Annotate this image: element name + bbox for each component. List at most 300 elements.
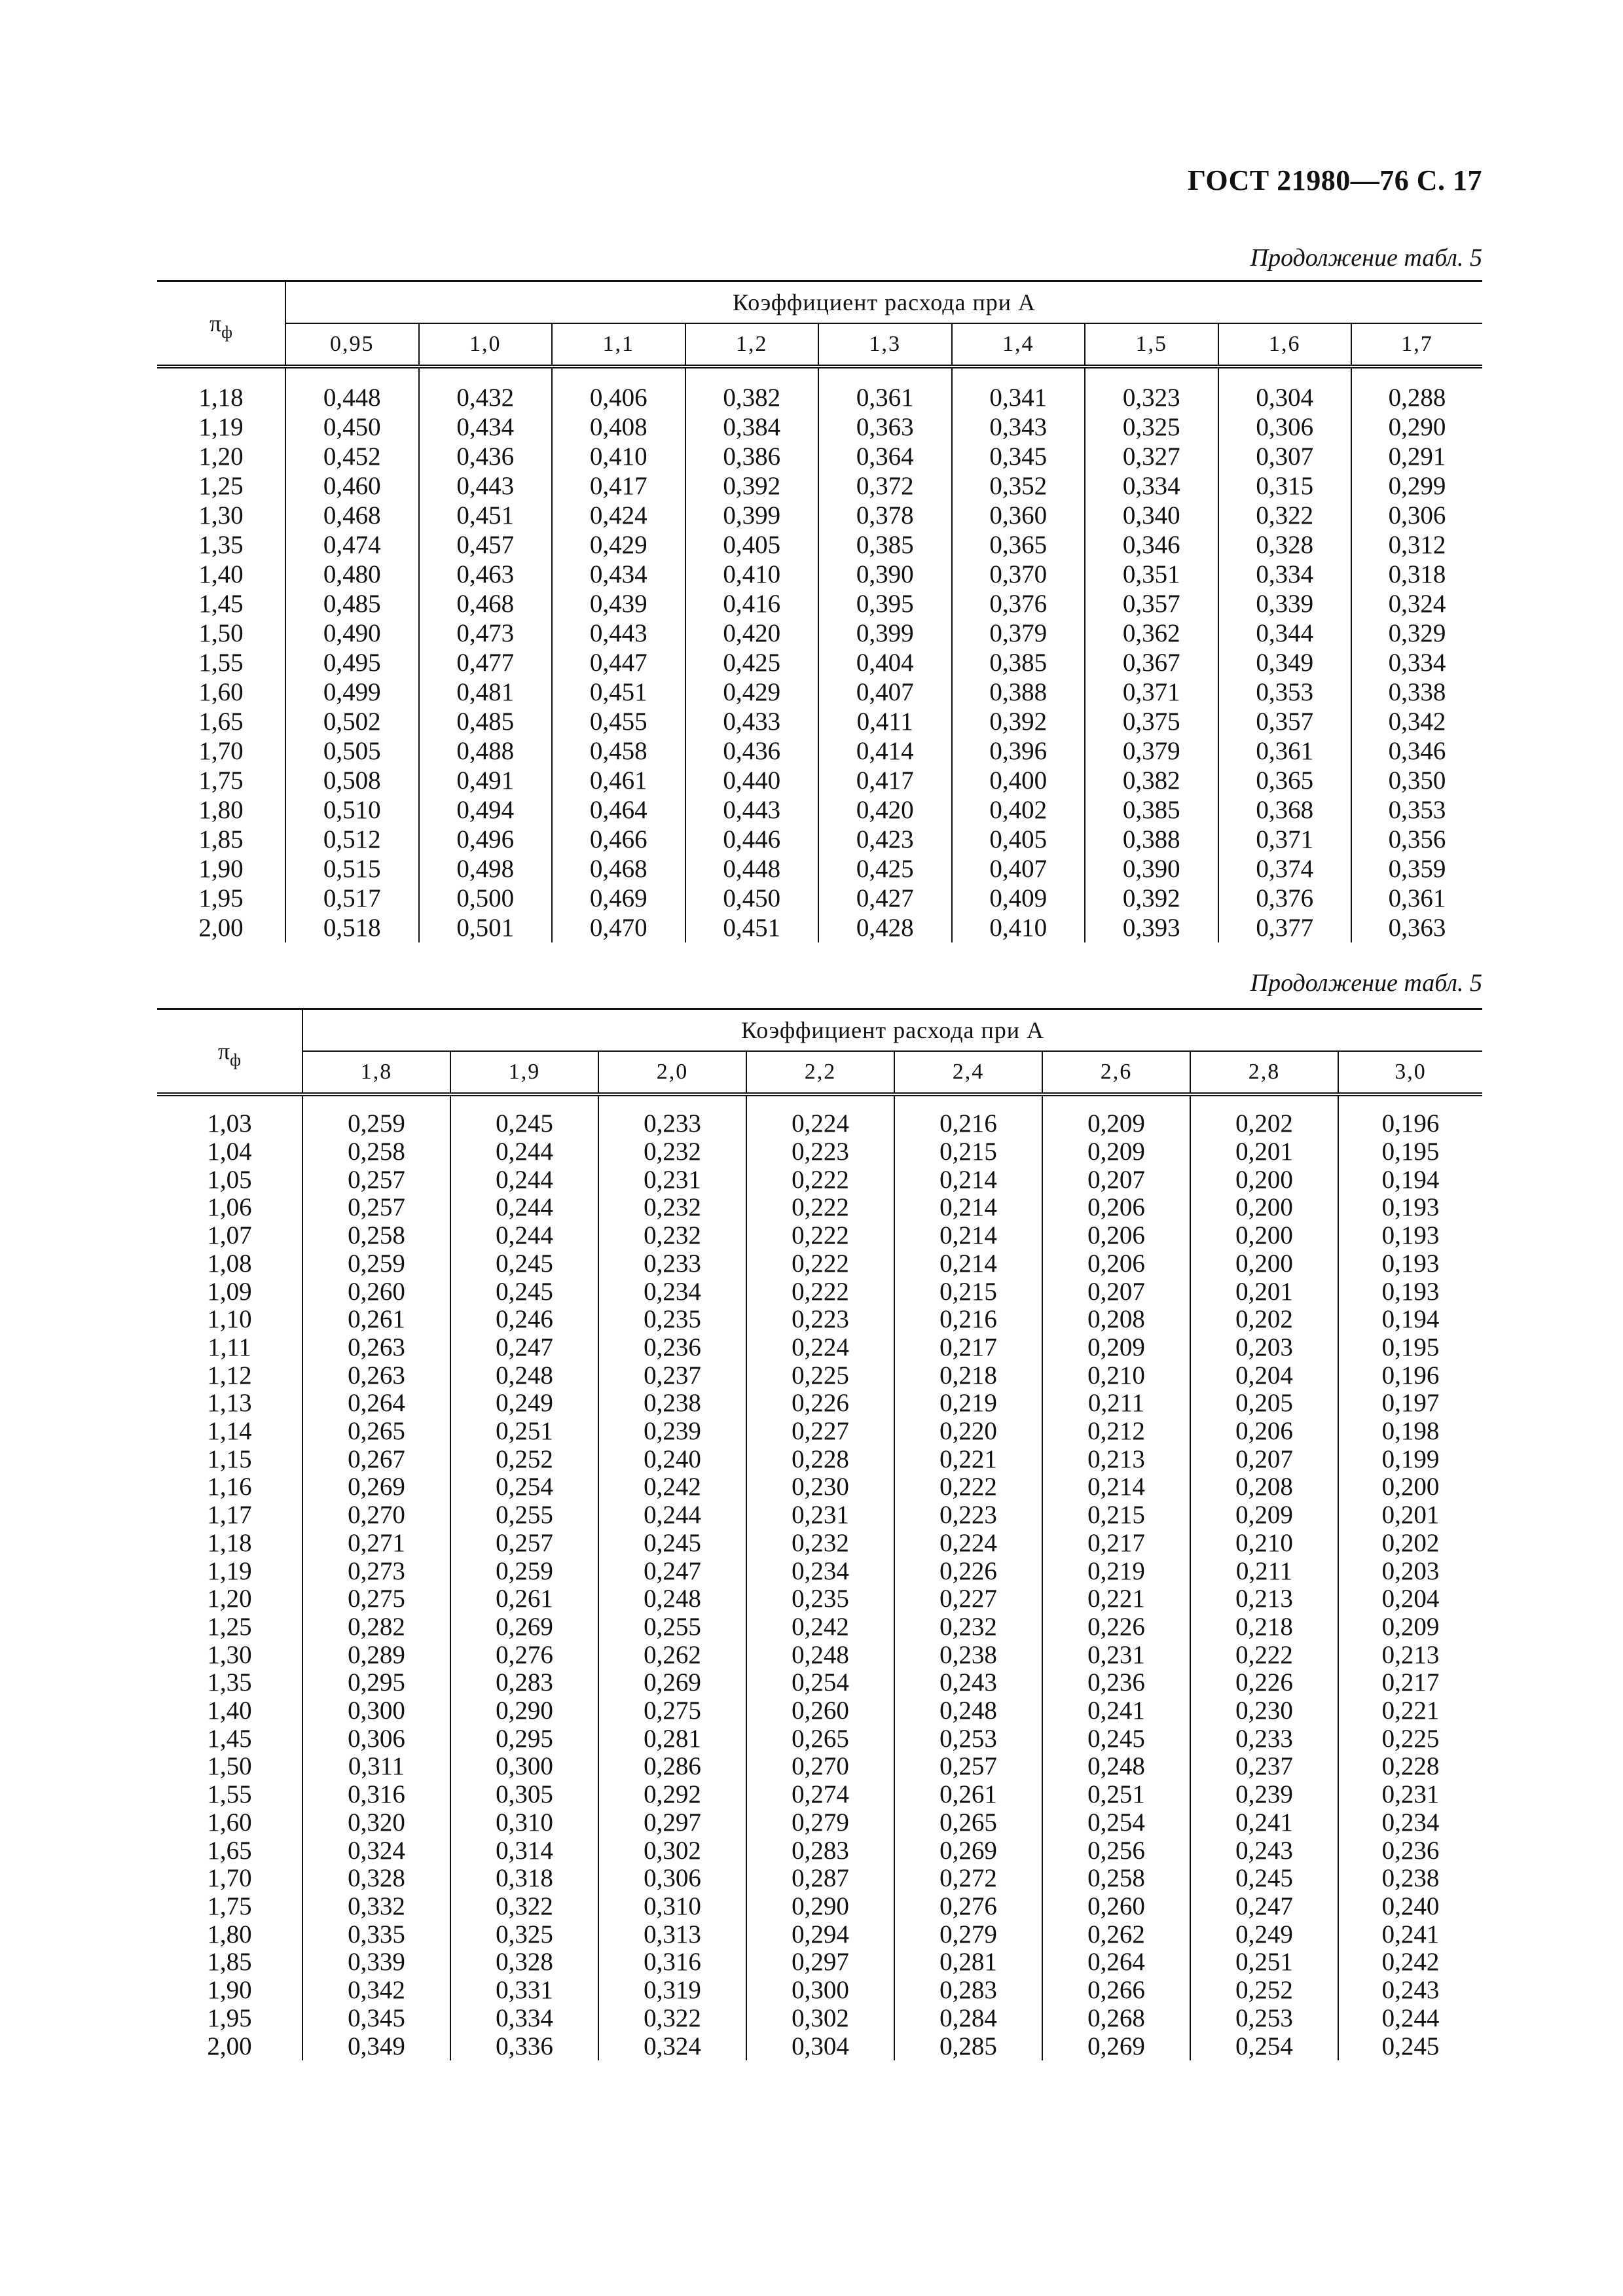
coefficient-value: 0,241 — [1190, 1809, 1338, 1837]
coefficient-value: 0,223 — [894, 1501, 1042, 1530]
pi-f-value: 1,60 — [157, 677, 285, 707]
coefficient-value: 0,218 — [894, 1362, 1042, 1390]
coefficient-value: 0,316 — [598, 1948, 746, 1977]
coefficient-value: 0,269 — [450, 1613, 598, 1641]
coefficient-value: 0,295 — [450, 1725, 598, 1753]
coefficient-value: 0,325 — [1085, 412, 1218, 442]
coefficient-value: 0,214 — [894, 1250, 1042, 1278]
coefficient-value: 0,363 — [818, 412, 952, 442]
coefficient-value: 0,231 — [1338, 1781, 1482, 1809]
coefficient-value: 0,236 — [598, 1334, 746, 1362]
coefficient-value: 0,273 — [348, 1556, 405, 1585]
coefficient-value: 0,434 — [419, 412, 553, 442]
coefficient-value: 0,292 — [598, 1781, 746, 1809]
table-row — [157, 1977, 1482, 2005]
coefficient-value: 0,433 — [685, 707, 819, 736]
coefficient-value: 0,312 — [1351, 530, 1482, 560]
coefficient-value: 0,318 — [1351, 560, 1482, 589]
coefficient-value: 0,364 — [818, 442, 952, 471]
coefficient-value: 0,322 — [598, 2005, 746, 2033]
table-row — [157, 1473, 1482, 1501]
coefficient-value: 0,246 — [450, 1306, 598, 1334]
coefficient-value: 0,402 — [952, 795, 1085, 825]
coefficient-value: 0,252 — [450, 1446, 598, 1474]
coefficient-value: 0,279 — [894, 1921, 1042, 1949]
coefficient-value: 0,231 — [598, 1166, 746, 1194]
coefficient-value: 0,207 — [1190, 1446, 1338, 1474]
coefficient-value: 0,225 — [1338, 1725, 1482, 1753]
coefficient-value: 0,245 — [450, 1278, 598, 1306]
coefficient-value: 0,283 — [746, 1837, 894, 1865]
coefficient-value: 0,339 — [1218, 589, 1352, 619]
table-row — [157, 1809, 1482, 1837]
coefficient-value: 0,226 — [894, 1558, 1042, 1586]
table-row — [157, 1530, 1482, 1558]
coefficient-value: 0,254 — [746, 1669, 894, 1697]
table-row — [157, 677, 1482, 707]
coefficient-value: 0,324 — [598, 2033, 746, 2061]
coefficient-value: 0,231 — [746, 1501, 894, 1530]
coefficient-value: 0,204 — [1190, 1362, 1338, 1390]
table-row — [157, 1697, 1482, 1725]
coefficient-value: 0,242 — [598, 1473, 746, 1501]
coefficient-value: 0,349 — [1218, 648, 1352, 677]
coefficient-value: 0,260 — [348, 1277, 405, 1306]
coefficient-value: 0,241 — [1042, 1697, 1190, 1725]
coefficient-value: 0,224 — [746, 1094, 894, 1138]
coefficient-value: 0,417 — [552, 471, 685, 501]
coefficient-value: 0,263 — [348, 1333, 405, 1361]
coefficient-value: 0,249 — [450, 1390, 598, 1418]
coefficient-value: 0,390 — [818, 560, 952, 589]
coefficient-value: 0,359 — [1351, 854, 1482, 884]
pi-f-value: 1,55 — [157, 1781, 302, 1809]
coefficient-value: 0,302 — [598, 1837, 746, 1865]
pi-f-value: 1,45 — [157, 1725, 302, 1753]
pi-f-value: 1,19 — [157, 1558, 302, 1586]
coefficient-value: 0,346 — [1085, 530, 1218, 560]
coefficient-value: 0,215 — [894, 1138, 1042, 1166]
coefficient-value: 0,353 — [1351, 795, 1482, 825]
coefficient-value: 0,360 — [952, 501, 1085, 530]
column-header: 1,3 — [818, 323, 952, 367]
pi-subscript: ф — [230, 1050, 242, 1069]
column-header: 2,2 — [746, 1051, 894, 1094]
coefficient-value: 0,283 — [450, 1669, 598, 1697]
coefficient-value: 0,451 — [685, 913, 819, 942]
coefficient-value: 0,322 — [1218, 501, 1352, 530]
coefficient-value: 0,316 — [348, 1780, 405, 1809]
coefficient-value: 0,388 — [1085, 825, 1218, 854]
coefficient-value: 0,238 — [894, 1641, 1042, 1670]
coefficient-value: 0,502 — [323, 708, 381, 736]
table-body — [157, 1094, 1482, 2060]
coefficient-value: 0,376 — [1218, 884, 1352, 913]
pi-f-value: 1,90 — [157, 854, 285, 884]
table-row — [157, 1418, 1482, 1446]
coefficient-value: 0,365 — [1218, 766, 1352, 795]
coefficient-value: 0,203 — [1190, 1334, 1338, 1362]
coefficient-value: 0,202 — [1190, 1094, 1338, 1138]
coefficient-value: 0,466 — [552, 825, 685, 854]
table-row — [157, 795, 1482, 825]
pi-f-value: 1,05 — [157, 1166, 302, 1194]
coefficient-value: 0,263 — [348, 1361, 405, 1390]
coefficient-value: 0,258 — [1042, 1865, 1190, 1893]
coefficient-value: 0,214 — [894, 1166, 1042, 1194]
coefficient-value: 0,343 — [952, 412, 1085, 442]
coefficient-value: 0,195 — [1338, 1334, 1482, 1362]
coefficient-value: 0,382 — [1085, 766, 1218, 795]
coefficient-value: 0,232 — [894, 1613, 1042, 1641]
coefficient-value: 0,393 — [1085, 913, 1218, 942]
coefficient-value: 0,275 — [348, 1585, 405, 1613]
coefficient-value: 0,367 — [1085, 648, 1218, 677]
coefficient-value: 0,310 — [450, 1809, 598, 1837]
coefficient-value: 0,269 — [894, 1837, 1042, 1865]
pi-f-value: 1,30 — [157, 1641, 302, 1670]
coefficient-value: 0,248 — [894, 1697, 1042, 1725]
coefficient-value: 0,324 — [1351, 589, 1482, 619]
coefficient-value: 0,295 — [348, 1668, 405, 1697]
coefficient-value: 0,284 — [894, 2005, 1042, 2033]
coefficient-value: 0,209 — [1190, 1501, 1338, 1530]
coefficient-value: 0,342 — [348, 1976, 405, 2005]
coefficient-value: 0,276 — [450, 1641, 598, 1670]
coefficient-value: 0,245 — [450, 1094, 598, 1138]
coefficient-value: 0,392 — [1085, 884, 1218, 913]
table-row — [157, 1641, 1482, 1670]
pi-f-value: 1,65 — [157, 707, 285, 736]
coefficient-value: 0,240 — [1338, 1893, 1482, 1921]
coefficient-value: 0,408 — [552, 412, 685, 442]
coefficient-value: 0,209 — [1042, 1334, 1190, 1362]
coefficient-value: 0,377 — [1218, 913, 1352, 942]
table-row — [157, 367, 1482, 412]
coefficient-value: 0,404 — [818, 648, 952, 677]
coefficient-value: 0,257 — [348, 1165, 405, 1194]
coefficient-value: 0,221 — [1338, 1697, 1482, 1725]
column-header: 2,8 — [1190, 1051, 1338, 1094]
coefficient-value: 0,254 — [450, 1473, 598, 1501]
coefficient-value: 0,239 — [598, 1418, 746, 1446]
coefficient-value: 0,200 — [1190, 1222, 1338, 1250]
coefficient-value: 0,268 — [1042, 2005, 1190, 2033]
coefficient-value: 0,370 — [952, 560, 1085, 589]
coefficient-value: 0,265 — [348, 1417, 405, 1446]
coefficient-value: 0,239 — [1190, 1781, 1338, 1809]
coefficient-value: 0,230 — [746, 1473, 894, 1501]
coefficient-value: 0,416 — [685, 589, 819, 619]
coefficient-value: 0,351 — [1085, 560, 1218, 589]
coefficient-value: 0,216 — [894, 1094, 1042, 1138]
coefficient-value: 0,450 — [323, 413, 381, 441]
coefficient-value: 0,304 — [746, 2033, 894, 2061]
coefficient-table-1 — [157, 280, 1482, 942]
coefficient-value: 0,345 — [952, 442, 1085, 471]
coefficient-value: 0,270 — [348, 1501, 405, 1530]
table-row — [157, 1362, 1482, 1390]
coefficient-value: 0,270 — [746, 1753, 894, 1781]
column-header: 1,8 — [302, 1051, 450, 1094]
coefficient-value: 0,199 — [1338, 1446, 1482, 1474]
table-row — [157, 1222, 1482, 1250]
pi-f-value: 1,03 — [157, 1094, 302, 1138]
coefficient-value: 0,405 — [685, 530, 819, 560]
coefficient-value: 0,410 — [952, 913, 1085, 942]
coefficient-value: 0,244 — [598, 1501, 746, 1530]
coefficient-value: 0,271 — [348, 1528, 405, 1557]
coefficient-value: 0,425 — [685, 648, 819, 677]
coefficient-value: 0,407 — [952, 854, 1085, 884]
coefficient-value: 0,392 — [952, 707, 1085, 736]
table-row — [157, 2005, 1482, 2033]
group-title: Коэффициент расхода при A — [302, 1009, 1482, 1052]
pi-f-value: 1,80 — [157, 1921, 302, 1949]
coefficient-value: 0,282 — [348, 1612, 405, 1641]
coefficient-value: 0,440 — [685, 766, 819, 795]
coefficient-value: 0,289 — [348, 1640, 405, 1669]
coefficient-value: 0,443 — [419, 471, 553, 501]
coefficient-value: 0,200 — [1190, 1250, 1338, 1278]
coefficient-value: 0,213 — [1190, 1585, 1338, 1613]
coefficient-value: 0,425 — [818, 854, 952, 884]
coefficient-value: 0,318 — [450, 1865, 598, 1893]
table-row — [157, 1669, 1482, 1697]
coefficient-value: 0,238 — [598, 1390, 746, 1418]
coefficient-value: 0,245 — [1338, 2033, 1482, 2061]
coefficient-value: 0,251 — [450, 1418, 598, 1446]
coefficient-value: 0,234 — [1338, 1809, 1482, 1837]
coefficient-value: 0,427 — [818, 884, 952, 913]
coefficient-value: 0,251 — [1042, 1781, 1190, 1809]
pi-f-value: 1,85 — [157, 1948, 302, 1977]
column-header-row — [157, 1051, 1482, 1094]
coefficient-value: 0,207 — [1042, 1166, 1190, 1194]
coefficient-value: 0,242 — [1338, 1948, 1482, 1977]
pi-symbol: π — [209, 310, 222, 336]
coefficient-value: 0,392 — [685, 471, 819, 501]
coefficient-value: 0,420 — [818, 795, 952, 825]
coefficient-value: 0,505 — [323, 737, 381, 765]
table-row — [157, 442, 1482, 471]
coefficient-value: 0,218 — [1190, 1613, 1338, 1641]
table-row — [157, 854, 1482, 884]
pi-f-value: 1,60 — [157, 1809, 302, 1837]
coefficient-value: 0,495 — [323, 649, 381, 677]
coefficient-value: 0,219 — [1042, 1558, 1190, 1586]
coefficient-value: 0,200 — [1190, 1194, 1338, 1222]
coefficient-value: 0,255 — [598, 1613, 746, 1641]
coefficient-value: 0,458 — [552, 736, 685, 766]
coefficient-value: 0,443 — [552, 619, 685, 648]
coefficient-value: 0,469 — [552, 884, 685, 913]
coefficient-value: 0,424 — [552, 501, 685, 530]
coefficient-value: 0,361 — [1351, 884, 1482, 913]
coefficient-value: 0,468 — [552, 854, 685, 884]
coefficient-value: 0,193 — [1338, 1194, 1482, 1222]
pi-f-value: 1,35 — [157, 530, 285, 560]
coefficient-value: 0,417 — [818, 766, 952, 795]
pi-f-header — [157, 1009, 302, 1095]
coefficient-value: 0,243 — [1190, 1837, 1338, 1865]
coefficient-value: 0,245 — [450, 1250, 598, 1278]
coefficient-value: 0,356 — [1351, 825, 1482, 854]
coefficient-value: 0,257 — [894, 1753, 1042, 1781]
coefficient-value: 0,485 — [419, 707, 553, 736]
coefficient-value: 0,214 — [894, 1194, 1042, 1222]
coefficient-value: 0,428 — [818, 913, 952, 942]
coefficient-value: 0,353 — [1218, 677, 1352, 707]
pi-symbol: π — [217, 1038, 230, 1064]
coefficient-value: 0,429 — [685, 677, 819, 707]
coefficient-value: 0,235 — [598, 1306, 746, 1334]
coefficient-value: 0,223 — [746, 1138, 894, 1166]
column-header: 2,4 — [894, 1051, 1042, 1094]
coefficient-value: 0,436 — [419, 442, 553, 471]
coefficient-value: 0,320 — [348, 1808, 405, 1837]
coefficient-value: 0,222 — [1190, 1641, 1338, 1670]
coefficient-value: 0,374 — [1218, 854, 1352, 884]
coefficient-value: 0,363 — [1351, 913, 1482, 942]
coefficient-value: 0,248 — [450, 1362, 598, 1390]
coefficient-value: 0,375 — [1085, 707, 1218, 736]
table-row — [157, 412, 1482, 442]
coefficient-value: 0,432 — [419, 367, 553, 412]
table-row — [157, 1865, 1482, 1893]
coefficient-value: 0,214 — [1042, 1473, 1190, 1501]
coefficient-value: 0,512 — [323, 825, 381, 853]
coefficient-value: 0,210 — [1042, 1362, 1190, 1390]
coefficient-value: 0,264 — [348, 1389, 405, 1418]
table-row — [157, 471, 1482, 501]
coefficient-value: 0,508 — [323, 766, 381, 795]
coefficient-value: 0,468 — [323, 501, 381, 529]
pi-f-value: 1,50 — [157, 1753, 302, 1781]
coefficient-value: 0,372 — [818, 471, 952, 501]
table-row — [157, 1753, 1482, 1781]
coefficient-value: 0,334 — [450, 2005, 598, 2033]
coefficient-value: 0,385 — [952, 648, 1085, 677]
coefficient-value: 0,334 — [1085, 471, 1218, 501]
coefficient-table-2 — [157, 1008, 1482, 2060]
coefficient-value: 0,436 — [685, 736, 819, 766]
coefficient-value: 0,232 — [598, 1138, 746, 1166]
coefficient-value: 0,274 — [746, 1781, 894, 1809]
pi-f-value: 1,18 — [157, 1530, 302, 1558]
page-header: ГОСТ 21980—76 С. 17 — [1187, 164, 1482, 196]
coefficient-value: 0,194 — [1338, 1306, 1482, 1334]
pi-f-value: 1,25 — [157, 1613, 302, 1641]
coefficient-value: 0,399 — [685, 501, 819, 530]
coefficient-value: 0,365 — [952, 530, 1085, 560]
coefficient-value: 0,306 — [348, 1724, 405, 1753]
coefficient-value: 0,257 — [348, 1193, 405, 1222]
coefficient-value: 0,328 — [348, 1864, 405, 1893]
coefficient-value: 0,485 — [323, 590, 381, 618]
coefficient-value: 0,276 — [894, 1893, 1042, 1921]
table-row — [157, 1725, 1482, 1753]
coefficient-value: 0,256 — [1042, 1837, 1190, 1865]
coefficient-value: 0,254 — [1042, 1809, 1190, 1837]
coefficient-value: 0,220 — [894, 1418, 1042, 1446]
column-header: 2,0 — [598, 1051, 746, 1094]
column-header: 2,6 — [1042, 1051, 1190, 1094]
table-row — [157, 736, 1482, 766]
coefficient-value: 0,226 — [746, 1390, 894, 1418]
coefficient-value: 0,237 — [1190, 1753, 1338, 1781]
coefficient-value: 0,259 — [450, 1558, 598, 1586]
coefficient-value: 0,420 — [685, 619, 819, 648]
column-header: 1,7 — [1351, 323, 1482, 367]
table-row — [157, 707, 1482, 736]
coefficient-value: 0,450 — [685, 884, 819, 913]
coefficient-value: 0,406 — [552, 367, 685, 412]
coefficient-value: 0,208 — [1190, 1473, 1338, 1501]
coefficient-value: 0,260 — [746, 1697, 894, 1725]
coefficient-value: 0,496 — [419, 825, 553, 854]
pi-f-value: 1,12 — [157, 1362, 302, 1390]
coefficient-value: 0,193 — [1338, 1250, 1482, 1278]
table-row — [157, 530, 1482, 560]
coefficient-value: 0,262 — [598, 1641, 746, 1670]
coefficient-value: 0,448 — [685, 854, 819, 884]
coefficient-value: 0,488 — [419, 736, 553, 766]
coefficient-value: 0,407 — [818, 677, 952, 707]
coefficient-value: 0,209 — [1338, 1613, 1482, 1641]
pi-f-value: 2,00 — [157, 913, 285, 942]
coefficient-value: 0,291 — [1351, 442, 1482, 471]
coefficient-value: 0,379 — [1085, 736, 1218, 766]
coefficient-value: 0,244 — [450, 1222, 598, 1250]
coefficient-value: 0,258 — [348, 1138, 405, 1166]
coefficient-value: 0,468 — [419, 589, 553, 619]
coefficient-value: 0,498 — [419, 854, 553, 884]
pi-f-value: 1,07 — [157, 1222, 302, 1250]
coefficient-value: 0,515 — [323, 855, 381, 883]
coefficient-value: 0,451 — [552, 677, 685, 707]
coefficient-value: 0,499 — [323, 678, 381, 706]
coefficient-value: 0,208 — [1042, 1306, 1190, 1334]
pi-f-value: 1,35 — [157, 1669, 302, 1697]
pi-f-value: 1,65 — [157, 1837, 302, 1865]
table-row — [157, 1278, 1482, 1306]
coefficient-value: 0,344 — [1218, 619, 1352, 648]
coefficient-value: 0,396 — [952, 736, 1085, 766]
table-row — [157, 619, 1482, 648]
coefficient-value: 0,327 — [1085, 442, 1218, 471]
coefficient-value: 0,338 — [1351, 677, 1482, 707]
coefficient-value: 0,400 — [952, 766, 1085, 795]
coefficient-value: 0,248 — [746, 1641, 894, 1670]
coefficient-value: 0,281 — [598, 1725, 746, 1753]
coefficient-value: 0,196 — [1338, 1094, 1482, 1138]
coefficient-value: 0,251 — [1190, 1948, 1338, 1977]
coefficient-value: 0,235 — [746, 1585, 894, 1613]
coefficient-value: 0,322 — [450, 1893, 598, 1921]
coefficient-value: 0,434 — [552, 560, 685, 589]
coefficient-value: 0,345 — [348, 2003, 405, 2032]
coefficient-value: 0,253 — [1190, 2005, 1338, 2033]
coefficient-value: 0,304 — [1218, 367, 1352, 412]
coefficient-value: 0,361 — [1218, 736, 1352, 766]
table-row — [157, 913, 1482, 942]
coefficient-value: 0,245 — [1190, 1865, 1338, 1893]
coefficient-value: 0,341 — [952, 367, 1085, 412]
coefficient-value: 0,232 — [598, 1222, 746, 1250]
column-header: 0,95 — [285, 323, 419, 367]
column-header: 3,0 — [1338, 1051, 1482, 1094]
